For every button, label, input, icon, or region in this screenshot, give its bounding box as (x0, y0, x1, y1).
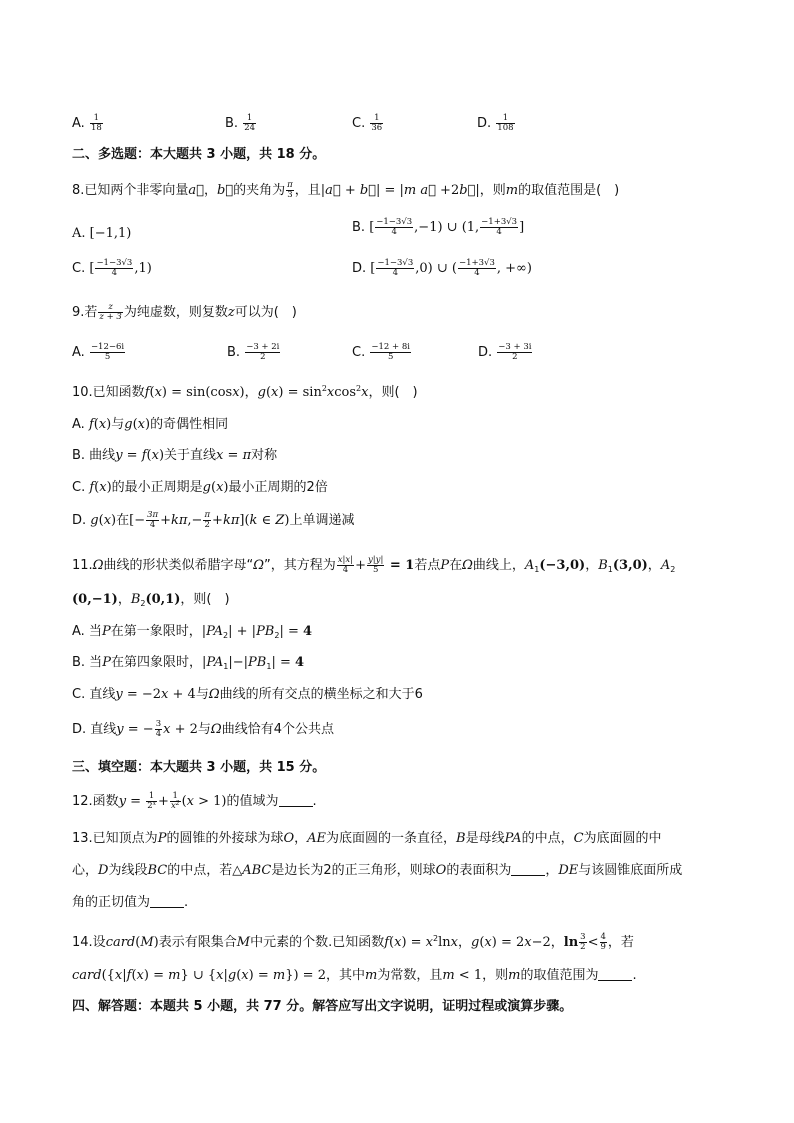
question-9: 9.若 $\frac{z}{z + 3}$ 为纯虚数，则复数z可以为( ) (72, 302, 297, 322)
question-11-line1: 11.Ω曲线的形状类似希腊字母“Ω”，其方程为 $\frac{x|x|}{4}$ + $\frac{y|y|}{5}$ = 1若点P在Ω曲线上，$A_1(-3,0)$，$B_1(3,0)$，$A_2$ (72, 555, 676, 575)
option-a: A. $\frac{1}{18}$ (72, 113, 102, 133)
question-10: 10.已知函数f(x) = sin(cosx)，$g(x) = \sin^2xcos^2x$，则( ) (72, 384, 418, 400)
question-13-line3: 角的正切值为 . (72, 895, 189, 910)
q8-option-a: A. [−1,1) (72, 226, 132, 241)
question-13-line1: 13.已知顶点为P的圆锥的外接球为球O，AE为底面圆的一条直径，B是母线PA的中点，C为底面圆的中 (72, 831, 662, 846)
q9-option-a: A. $\frac{-12-6i}{5}$ (72, 342, 125, 362)
answer-blank[interactable] (150, 897, 184, 908)
answer-blank[interactable] (598, 970, 632, 981)
q11-option-c: C. 直线y = −2x + 4与Ω曲线的所有交点的横坐标之和大于6 (72, 687, 423, 702)
q9-option-d: D. $\frac{-3 + 3i}{2}$ (478, 342, 532, 362)
q10-option-d: D. g(x)在[− $\frac{3\pi}{4}$ +kπ,− $\frac{\pi}{2}$ +kπ](k ∈ Z)上单调递减 (72, 510, 355, 530)
section-heading-multi-choice: 二、多选题：本大题共 3 小题，共 18 分。 (72, 147, 326, 162)
section-heading-fill-in: 三、填空题：本大题共 3 小题，共 15 分。 (72, 760, 326, 775)
section-heading-solution: 四、解答题：本题共 5 小题，共 77 分。解答应写出文字说明，证明过程或演算步骤。 (72, 999, 573, 1014)
question-14-line1: 14.设card(M)表示有限集合M中元素的个数.已知函数$f(x) = x^2\ln x$，g(x) = 2x−2，ln $\frac{3}{2}$ < $\frac{4}{9}$ ，若 (72, 932, 634, 952)
question-12: 12.函数y = $\frac{1}{2^x}$ + $\frac{1}{x^2}$ (x > 1)的值域为 . (72, 791, 317, 811)
question-13-line2: 心，D为线段BC的中点，若△ABC是边长为2的正三角形，则球O的表面积为 ，DE与该圆锥底面所成 (72, 863, 683, 878)
question-11-line2: (0,−1)，$B_2(0,1)$，则( ) (72, 592, 230, 608)
q9-options (72, 343, 552, 367)
q11-option-a: A. 当P在第一象限时，$|PA_2| + |PB_2| = 4$ (72, 624, 313, 640)
answer-blank[interactable] (279, 796, 313, 807)
q10-option-c: C. f(x)的最小正周期是g(x)最小正周期的2倍 (72, 480, 328, 495)
q9-option-b: B. $\frac{-3 + 2i}{2}$ (227, 342, 280, 362)
q10-option-b: B. 曲线y = f(x)关于直线x = π对称 (72, 448, 278, 463)
q8-option-b: B. [ $\frac{-1-3√3}{4}$ ,−1) ∪ (1, $\frac{-1+3√3}{4}$ ] (352, 217, 525, 237)
question-14-line2: card({x|f(x) = m} ∪ {x|g(x) = m}) = 2，其中m为常数，且m < 1，则m的取值范围为 . (72, 968, 637, 983)
q9-option-c: C. $\frac{-12 + 8i}{5}$ (352, 342, 410, 362)
q8-option-d: D. [ $\frac{-1-3√3}{4}$ ,0) ∪ ( $\frac{-1+3√3}{4}$ , +∞) (352, 258, 532, 278)
option-d: D. $\frac{1}{108}$ (477, 113, 514, 133)
option-c: C. $\frac{1}{36}$ (352, 113, 383, 133)
q11-option-b: B. 当P在第四象限时，$|PA_1|-|PB_1| = 4$ (72, 655, 305, 671)
q11-option-d: D. 直线y = − $\frac{3}{4}$ x + 2与Ω曲线恰有4个公共点 (72, 719, 334, 739)
q7-options (72, 110, 532, 134)
q10-option-a: A. f(x)与g(x)的奇偶性相同 (72, 417, 229, 432)
question-8: 8.已知两个非零向量a⃗，b⃗的夹角为 $\frac{\pi}{3}$ ，且|a⃗ + b⃗| = |m a⃗ +2b⃗|，则m的取值范围是( ) (72, 180, 620, 200)
option-b: B. $\frac{1}{24}$ (225, 113, 256, 133)
answer-blank[interactable] (511, 865, 545, 876)
q8-option-c: C. [ $\frac{-1-3√3}{4}$ ,1) (72, 258, 152, 278)
